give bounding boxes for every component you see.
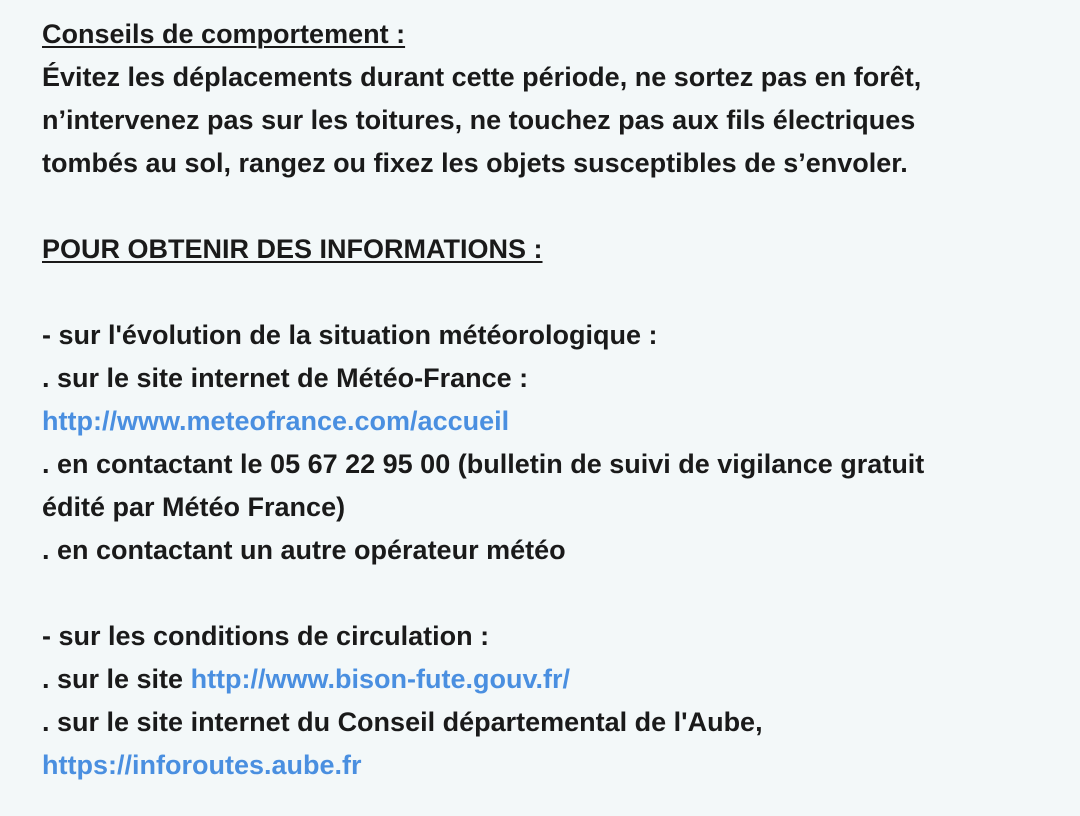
advice-line-1: Évitez les déplacements durant cette période, ne sortez pas en forêt, xyxy=(42,62,922,92)
spacer xyxy=(42,572,1040,615)
info-heading: POUR OBTENIR DES INFORMATIONS : xyxy=(42,234,543,264)
meteofrance-site-label: . sur le site internet de Météo-France : xyxy=(42,363,529,393)
advice-heading: Conseils de comportement : xyxy=(42,19,406,49)
bison-fute-link[interactable]: http://www.bison-fute.gouv.fr/ xyxy=(190,664,571,694)
meteofrance-link[interactable]: http://www.meteofrance.com/accueil xyxy=(42,406,510,436)
advice-line-3: tombés au sol, rangez ou fixez les objets susceptibles de s’envoler. xyxy=(42,148,908,178)
inforoutes-link[interactable]: https://inforoutes.aube.fr xyxy=(42,750,362,780)
advice-line-2: n’intervenez pas sur les toitures, ne touchez pas aux fils électriques xyxy=(42,105,916,135)
spacer xyxy=(42,271,1040,314)
council-site-label: . sur le site internet du Conseil départemental de l'Aube, xyxy=(42,707,763,737)
phone-line-2: édité par Météo France) xyxy=(42,492,346,522)
other-operator-line: . en contactant un autre opérateur météo xyxy=(42,535,566,565)
bison-fute-prefix: . sur le site xyxy=(42,664,191,694)
phone-line-1: . en contactant le 05 67 22 95 00 (bulletin de suivi de vigilance gratuit xyxy=(42,449,925,479)
traffic-section-title: - sur les conditions de circulation : xyxy=(42,621,490,651)
weather-section-title: - sur l'évolution de la situation météorologique : xyxy=(42,320,658,350)
spacer xyxy=(42,185,1040,228)
